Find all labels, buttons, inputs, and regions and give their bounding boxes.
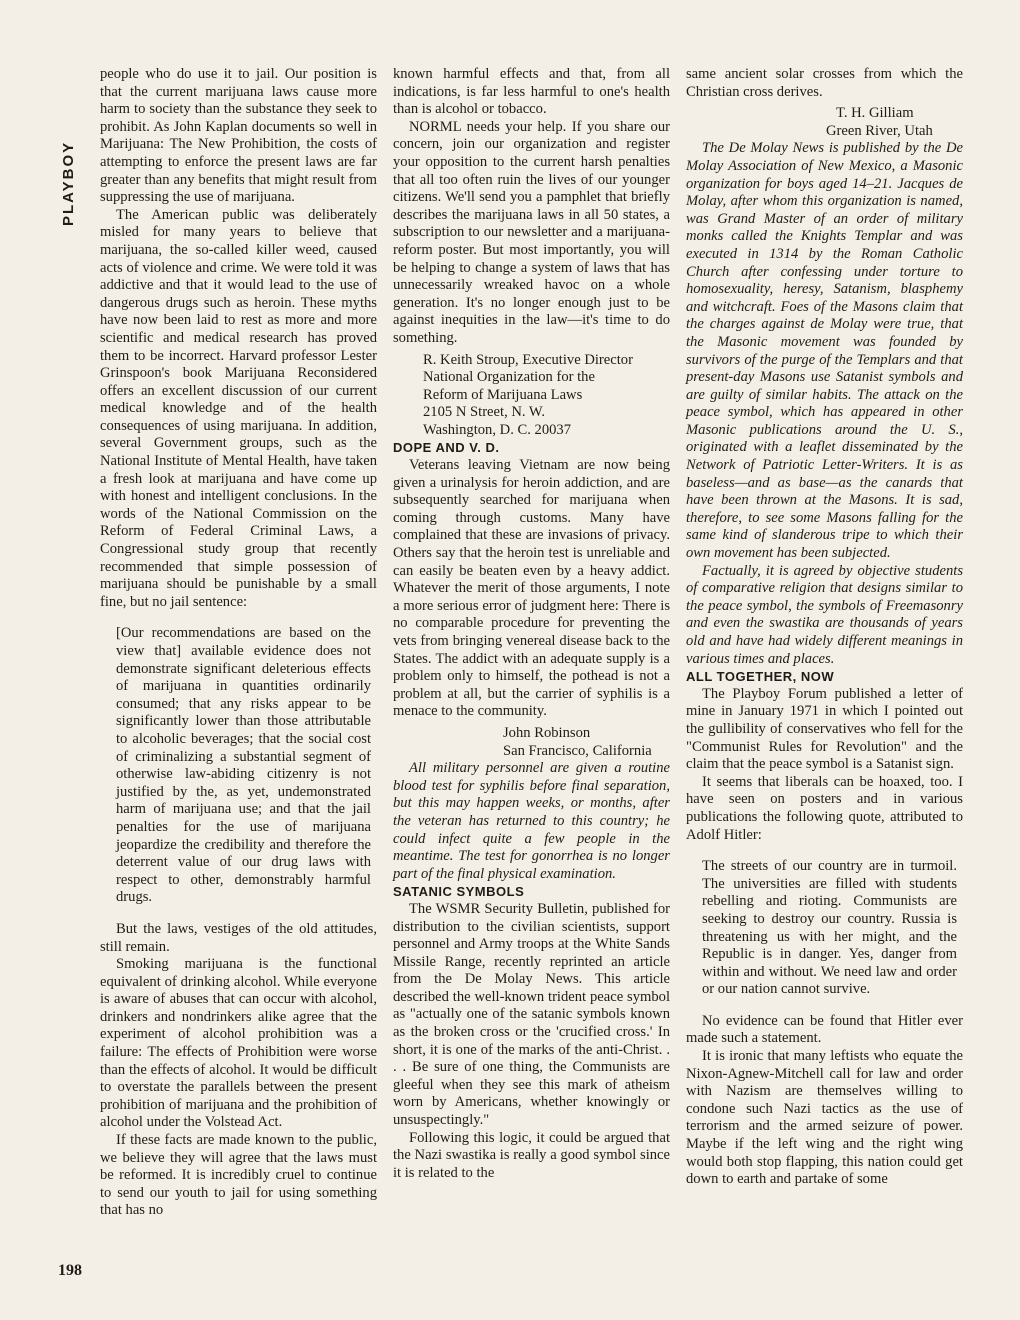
signature-line: Washington, D. C. 20037 bbox=[423, 421, 572, 438]
paragraph: people who do use it to jail. Our position is that the current marijuana laws cause more harm to society than the substance they seek to prohibit. As John Kaplan documents so well in Marijuana: The New Prohibition, the costs of attempting to enforce the present laws are far greater than any benefits that might result from suppressing the use of marijuana. bbox=[100, 66, 377, 206]
paragraph: The WSMR Security Bulletin, published for distribution to the civilian scientists, support personnel and Army troops at the White Sands Missile Range, recently reprinted an article from the De Molay News. This article described the well-known trident peace symbol as "actually one of the satanic symbols known as the broken cross or the 'crucified cross.' In short, it is one of the marks of the anti-Christ. . . . Be sure of one thing, the Communists are gleeful when they see this mark of atheism worn by Americans, whether knowingly or unsuspectingly." bbox=[393, 900, 670, 1129]
signature-line: T. H. Gilliam bbox=[836, 105, 914, 122]
section-heading: ALL TOGETHER, NOW bbox=[686, 669, 835, 685]
column-1 bbox=[100, 66, 377, 1220]
signature-line: R. Keith Stroup, Executive Director bbox=[423, 351, 633, 368]
signature-line: San Francisco, California bbox=[503, 742, 652, 759]
signature-block bbox=[393, 352, 670, 440]
paragraph: If these facts are made known to the public, we believe they will agree that the laws must be reformed. It is incredibly cruel to continue to send our youth to jail for using something that has no bbox=[100, 1132, 377, 1219]
editor-note: The De Molay News is published by the De Molay Association of New Mexico, a Masonic organization for boys aged 14–21. Jacques de Molay, after whom this organization is named, was Grand Master of an order of military monks called the Knights Templar and was executed in 1314 by the Roman Catholic Church after confessing under torture to homosexuality, heresy, Satanism, blasphemy and witchcraft. Foes of the Masons claim that the charges against de Molay were true, that the Masonic movement was founded by survivors of the purge of the Templars and that present-day Masons use Satanist symbols and are guilty of similar habits. The attack on the peace symbol, which has appeared in other Masonic publications around the U. S., originated with a leaflet disseminated by the Network of Patriotic Letter-Writers. It is as baseless—and as base—as the canards that have been thrown at the Masons. It is sad, therefore, to see some Masons falling for the same kind of slanderous tripe to which their own movement has been subjected. bbox=[686, 140, 963, 562]
section-heading: DOPE AND V. D. bbox=[393, 440, 500, 456]
signature-line: Reform of Marijuana Laws bbox=[423, 386, 583, 403]
column-2 bbox=[393, 66, 670, 1182]
quote-text: [Our recommendations are based on the view that] available evidence does not demonstrate significant deleterious effects of marijuana in quantities ordinarily consumed; that any risks appear to be significantly lower than those attributable to alcoholic beverages; that the social cost of criminalizing a substantial segment of otherwise law-abiding citizenry is not justified by the, as yet, undemonstrated harm of marijuana use; and that the jail penalties for the use of marijuana jeopardize the credibility and therefore the deterrent value of our drug laws with respect to other, demonstrably harmful drugs. bbox=[116, 625, 371, 906]
paragraph: The American public was deliberately misled for many years to believe that marijuana, the so-called killer weed, caused acts of violence and crime. We were told it was addictive and that it would lead to the use of dangerous drugs such as heroin. These myths have now been laid to rest as more and more scientific and medical research has proved them to be incorrect. Harvard professor Lester Grinspoon's book Marijuana Reconsidered offers an excellent discussion of our current medical knowledge and of the health consequences of using marijuana. In addition, several Government groups, such as the National Institute of Mental Health, have taken a fresh look at marijuana and have come up with honest and intelligent conclusions. In the words of the National Commission on the Reform of Federal Criminal Laws, a Congressional study group that recently recommended that simple possession of marijuana should be punishable by a small fine, but no jail sentence: bbox=[100, 206, 377, 610]
paragraph: same ancient solar crosses from which the Christian cross derives. bbox=[686, 66, 963, 100]
signature-block bbox=[686, 105, 963, 140]
editor-note: All military personnel are given a routine blood test for syphilis before final separation, but this may happen weeks, or months, after the veteran has returned to this country; he could infect quite a few people in the meantime. The test for gonorrhea is no longer part of the final physical examination. bbox=[393, 760, 670, 882]
quote-text: The streets of our country are in turmoil. The universities are filled with students rebelling and rioting. Communists are seeking to destroy our country. Russia is threatening us with her might, and the Republic is in danger. Yes, danger from within and without. We need law and order or our nation cannot survive. bbox=[702, 858, 957, 998]
paragraph: Following this logic, it could be argued that the Nazi swastika is really a good symbol since it is related to the bbox=[393, 1129, 670, 1181]
paragraph: Veterans leaving Vietnam are now being given a urinalysis for heroin addiction, and are subsequently searched for marijuana when coming through customs. Many have complained that these are invasions of privacy. Others say that the heroin test is unreliable and can easily be beaten even by a heavy addict. Whatever the merit of those arguments, I note a more serious error of judgment here: There is no comparable procedure for preventing the vets from bringing venereal disease back to the States. The addict with an adequate supply is a problem only to himself, the pothead is not a problem at all, but the carrier of syphilis is a menace to the community. bbox=[393, 457, 670, 720]
paragraph: But the laws, vestiges of the old attitudes, still remain. bbox=[100, 920, 377, 955]
editor-note: Factually, it is agreed by objective students of comparative religion that designs similar to the peace symbol, the symbols of Freemasonry and even the swastika are thousands of years old and have had widely different meanings in various times and places. bbox=[686, 562, 963, 667]
paragraph: It is ironic that many leftists who equate the Nixon-Agnew-Mitchell call for law and order with Nazism are themselves willing to condone such Nazi tactics as the use of terrorism and the armed seizure of power. Maybe if the left wing and the right wing would both stop flapping, this nation could get down to earth and partake of some bbox=[686, 1048, 963, 1188]
block-quote bbox=[702, 858, 957, 999]
paragraph: The Playboy Forum published a letter of mine in January 1971 in which I pointed out the gullibility of conservatives who fell for the "Communist Rules for Revolution" and the claim that the peace symbol is a Satanist sign. bbox=[686, 685, 963, 773]
paragraph: Smoking marijuana is the functional equivalent of drinking alcohol. While everyone is aware of abuses that can occur with alcohol, drinkers and nondrinkers alike agree that the experiment of alcohol prohibition was a failure: The effects of Prohibition were worse than the effects of alcohol. It would be difficult to overstate the parallels between the present prohibition of marijuana and the prohibition of alcohol under the Volstead Act. bbox=[100, 956, 377, 1131]
signature-block bbox=[393, 725, 670, 760]
signature-line: Green River, Utah bbox=[826, 122, 933, 139]
block-quote bbox=[116, 625, 371, 907]
paragraph: It seems that liberals can be hoaxed, too. I have seen on posters and in various publications the following quote, attributed to Adolf Hitler: bbox=[686, 773, 963, 843]
column-3 bbox=[686, 66, 963, 1189]
paragraph: NORML needs your help. If you share our concern, join our organization and register your opposition to the current harsh penalties that all too often ruin the lives of our younger citizens. We'll send you a pamphlet that briefly describes the marijuana laws in all 50 states, a subscription to our newsletter and a marijuana-reform poster. But most importantly, you will be helping to change a system of laws that has unnecessarily wreaked havoc on a whole generation. It's no longer enough just to be against inequities in the law—it's time to do something. bbox=[393, 118, 670, 346]
signature-line: 2105 N Street, N. W. bbox=[423, 404, 546, 421]
page-number: 198 bbox=[58, 1262, 82, 1279]
signature-line: National Organization for the bbox=[423, 369, 595, 386]
paragraph: known harmful effects and that, from all indications, is far less harmful to one's health than is alcohol or tobacco. bbox=[393, 66, 670, 118]
signature-line: John Robinson bbox=[503, 724, 591, 741]
section-heading: SATANIC SYMBOLS bbox=[393, 884, 525, 900]
masthead-spine: PLAYBOY bbox=[60, 140, 77, 226]
paragraph: No evidence can be found that Hitler ever made such a statement. bbox=[686, 1012, 963, 1047]
